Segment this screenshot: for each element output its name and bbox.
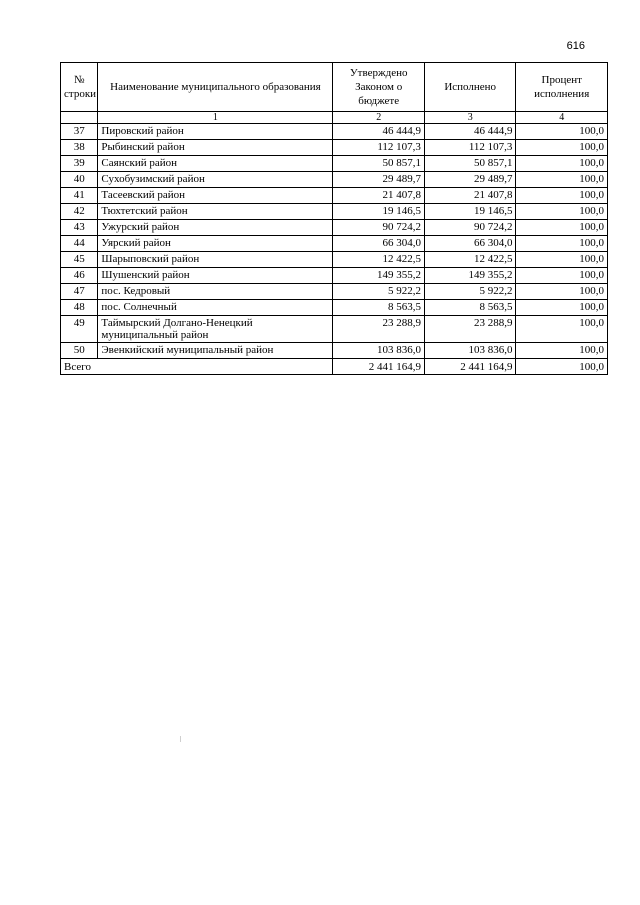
row-number-cell: 45 bbox=[61, 252, 98, 268]
executed-value-cell: 23 288,9 bbox=[424, 316, 516, 343]
municipality-name-cell: Саянский район bbox=[98, 156, 333, 172]
table-row bbox=[61, 284, 608, 300]
approved-value-cell: 103 836,0 bbox=[333, 343, 425, 359]
percent-value-cell: 100,0 bbox=[516, 284, 608, 300]
percent-value-cell: 100,0 bbox=[516, 343, 608, 359]
municipality-name-cell: Шушенский район bbox=[98, 268, 333, 284]
municipality-name-cell: Таймырский Долгано-Ненецкий муниципальный район bbox=[98, 316, 333, 343]
row-number-cell: 48 bbox=[61, 300, 98, 316]
table-row bbox=[61, 300, 608, 316]
approved-value-cell: 19 146,5 bbox=[333, 204, 425, 220]
row-number-cell: 38 bbox=[61, 140, 98, 156]
executed-value-cell: 90 724,2 bbox=[424, 220, 516, 236]
column-index-row-number bbox=[61, 112, 98, 124]
approved-value-cell: 12 422,5 bbox=[333, 252, 425, 268]
total-percent: 100,0 bbox=[516, 359, 608, 375]
municipality-name-cell: Ужурский район bbox=[98, 220, 333, 236]
percent-value-cell: 100,0 bbox=[516, 316, 608, 343]
approved-value-cell: 21 407,8 bbox=[333, 188, 425, 204]
row-number-cell: 47 bbox=[61, 284, 98, 300]
percent-value-cell: 100,0 bbox=[516, 268, 608, 284]
table-row bbox=[61, 316, 608, 343]
total-label: Всего bbox=[61, 359, 333, 375]
table-row bbox=[61, 204, 608, 220]
municipality-name-cell: Уярский район bbox=[98, 236, 333, 252]
row-number-cell: 49 bbox=[61, 316, 98, 343]
row-number-cell: 40 bbox=[61, 172, 98, 188]
table-row bbox=[61, 188, 608, 204]
table-row bbox=[61, 252, 608, 268]
municipality-name-cell: Шарыповский район bbox=[98, 252, 333, 268]
row-number-cell: 42 bbox=[61, 204, 98, 220]
executed-value-cell: 5 922,2 bbox=[424, 284, 516, 300]
percent-value-cell: 100,0 bbox=[516, 172, 608, 188]
budget-execution-table bbox=[60, 62, 608, 375]
approved-value-cell: 50 857,1 bbox=[333, 156, 425, 172]
table-header-row bbox=[61, 63, 608, 112]
row-number-cell: 41 bbox=[61, 188, 98, 204]
municipality-name-cell: Сухобузимский район bbox=[98, 172, 333, 188]
row-number-cell: 37 bbox=[61, 124, 98, 140]
executed-value-cell: 103 836,0 bbox=[424, 343, 516, 359]
column-index-name: 1 bbox=[98, 112, 333, 124]
percent-value-cell: 100,0 bbox=[516, 140, 608, 156]
table-row bbox=[61, 140, 608, 156]
executed-value-cell: 50 857,1 bbox=[424, 156, 516, 172]
percent-value-cell: 100,0 bbox=[516, 220, 608, 236]
executed-value-cell: 8 563,5 bbox=[424, 300, 516, 316]
municipality-name-cell: пос. Кедровый bbox=[98, 284, 333, 300]
approved-value-cell: 5 922,2 bbox=[333, 284, 425, 300]
executed-value-cell: 112 107,3 bbox=[424, 140, 516, 156]
header-municipality-name: Наименование муниципального образования bbox=[98, 63, 333, 112]
municipality-name-cell: пос. Солнечный bbox=[98, 300, 333, 316]
municipality-name-cell: Эвенкийский муниципальный район bbox=[98, 343, 333, 359]
approved-value-cell: 8 563,5 bbox=[333, 300, 425, 316]
row-number-cell: 39 bbox=[61, 156, 98, 172]
percent-value-cell: 100,0 bbox=[516, 300, 608, 316]
percent-value-cell: 100,0 bbox=[516, 156, 608, 172]
approved-value-cell: 23 288,9 bbox=[333, 316, 425, 343]
column-index-approved: 2 bbox=[333, 112, 425, 124]
percent-value-cell: 100,0 bbox=[516, 236, 608, 252]
municipality-name-cell: Рыбинский район bbox=[98, 140, 333, 156]
approved-value-cell: 29 489,7 bbox=[333, 172, 425, 188]
executed-value-cell: 29 489,7 bbox=[424, 172, 516, 188]
executed-value-cell: 46 444,9 bbox=[424, 124, 516, 140]
approved-value-cell: 66 304,0 bbox=[333, 236, 425, 252]
percent-value-cell: 100,0 bbox=[516, 124, 608, 140]
row-number-cell: 50 bbox=[61, 343, 98, 359]
row-number-cell: 44 bbox=[61, 236, 98, 252]
table-row bbox=[61, 268, 608, 284]
total-row bbox=[61, 359, 608, 375]
table-body bbox=[61, 124, 608, 359]
scan-mark bbox=[180, 736, 181, 742]
column-index-row bbox=[61, 112, 608, 124]
total-executed: 2 441 164,9 bbox=[424, 359, 516, 375]
row-number-cell: 46 bbox=[61, 268, 98, 284]
column-index-percent: 4 bbox=[516, 112, 608, 124]
table-row bbox=[61, 343, 608, 359]
header-row-number: № строки bbox=[61, 63, 98, 112]
percent-value-cell: 100,0 bbox=[516, 252, 608, 268]
total-approved: 2 441 164,9 bbox=[333, 359, 425, 375]
executed-value-cell: 19 146,5 bbox=[424, 204, 516, 220]
row-number-cell: 43 bbox=[61, 220, 98, 236]
executed-value-cell: 12 422,5 bbox=[424, 252, 516, 268]
approved-value-cell: 90 724,2 bbox=[333, 220, 425, 236]
column-index-executed: 3 bbox=[424, 112, 516, 124]
percent-value-cell: 100,0 bbox=[516, 204, 608, 220]
table-row bbox=[61, 124, 608, 140]
executed-value-cell: 149 355,2 bbox=[424, 268, 516, 284]
header-executed: Исполнено bbox=[424, 63, 516, 112]
table-row bbox=[61, 220, 608, 236]
percent-value-cell: 100,0 bbox=[516, 188, 608, 204]
executed-value-cell: 66 304,0 bbox=[424, 236, 516, 252]
header-execution-percent: Процент исполнения bbox=[516, 63, 608, 112]
table-row bbox=[61, 156, 608, 172]
page-number: 616 bbox=[566, 40, 585, 52]
header-approved-by-law: Утверждено Законом о бюджете bbox=[333, 63, 425, 112]
approved-value-cell: 46 444,9 bbox=[333, 124, 425, 140]
approved-value-cell: 112 107,3 bbox=[333, 140, 425, 156]
executed-value-cell: 21 407,8 bbox=[424, 188, 516, 204]
approved-value-cell: 149 355,2 bbox=[333, 268, 425, 284]
table-row bbox=[61, 236, 608, 252]
table-row bbox=[61, 172, 608, 188]
municipality-name-cell: Тасеевский район bbox=[98, 188, 333, 204]
municipality-name-cell: Пировский район bbox=[98, 124, 333, 140]
municipality-name-cell: Тюхтетский район bbox=[98, 204, 333, 220]
